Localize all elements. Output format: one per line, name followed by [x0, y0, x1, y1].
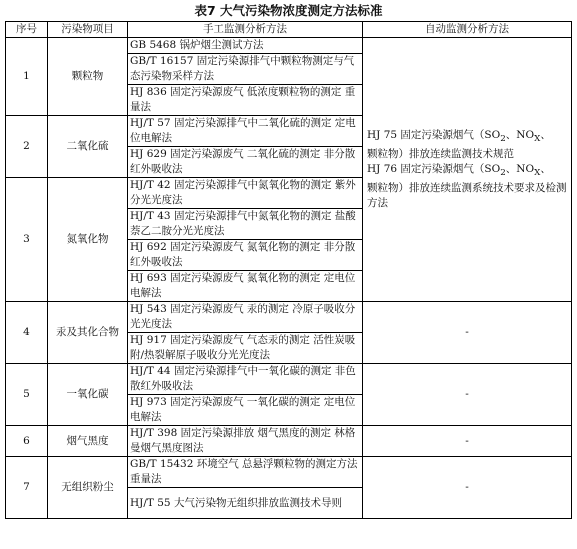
manual-method: HJ/T 42 固定污染源排气中氮氧化物的测定 紫外分光光度法 [128, 178, 363, 209]
table-row [6, 38, 572, 54]
manual-method: HJ/T 55 大气污染物无组织排放监测技术导则 [128, 488, 363, 519]
manual-method: HJ 836 固定污染源废气 低浓度颗粒物的测定 重量法 [128, 85, 363, 116]
auto-method: - [363, 364, 572, 426]
auto-line-3: HJ 76 固定污染源烟气（$SO_2$、$NO_X$、 [367, 163, 551, 179]
table-row [6, 364, 572, 395]
pollutant-item: 颗粒物 [48, 38, 128, 116]
methods-table [5, 21, 572, 519]
row-number: 7 [6, 457, 48, 519]
auto-line-4: 颗粒物）排放连续监测系统技术要求及检测方法 [367, 182, 567, 210]
header-item: 污染物项目 [48, 22, 128, 38]
manual-method: GB/T 15432 环境空气 总悬浮颗粒物的测定方法 重量法 [128, 457, 363, 488]
row-number: 1 [6, 38, 48, 116]
manual-method: HJ 692 固定污染源废气 氮氧化物的测定 非分散红外吸收法 [128, 240, 363, 271]
manual-method: HJ/T 44 固定污染源排气中一氧化碳的测定 非色散红外吸收法 [128, 364, 363, 395]
manual-method: HJ 693 固定污染源废气 氮氧化物的测定 定电位电解法 [128, 271, 363, 302]
manual-method: HJ 543 固定污染源废气 汞的测定 冷原子吸收分光光度法 [128, 302, 363, 333]
pollutant-item: 无组织粉尘 [48, 457, 128, 519]
pollutant-item: 二氧化硫 [48, 116, 128, 178]
pollutant-item: 一氧化碳 [48, 364, 128, 426]
table-row [6, 457, 572, 488]
manual-method: HJ/T 398 固定污染源排放 烟气黑度的测定 林格曼烟气黑度图法 [128, 426, 363, 457]
header-no: 序号 [6, 22, 48, 38]
table-row [6, 426, 572, 457]
manual-method: HJ/T 57 固定污染源排气中二氧化硫的测定 定电位电解法 [128, 116, 363, 147]
row-number: 5 [6, 364, 48, 426]
pollutant-item: 汞及其化合物 [48, 302, 128, 364]
manual-method: HJ 629 固定污染源废气 二氧化硫的测定 非分散红外吸收法 [128, 147, 363, 178]
table-title: 表7 大气污染物浓度测定方法标准 [194, 3, 383, 18]
pollutant-item: 烟气黑度 [48, 426, 128, 457]
pollutant-item: 氮氧化物 [48, 178, 128, 302]
row-number: 6 [6, 426, 48, 457]
header-auto: 自动监测分析方法 [363, 22, 572, 38]
row-number: 2 [6, 116, 48, 178]
table-row [6, 302, 572, 333]
auto-method: - [363, 457, 572, 519]
header-row [6, 22, 572, 38]
auto-method-shared [363, 38, 572, 302]
row-number: 4 [6, 302, 48, 364]
manual-method: GB 5468 锅炉烟尘测试方法 [128, 38, 363, 54]
manual-method: GB/T 16157 固定污染源排气中颗粒物测定与气态污染物采样方法 [128, 54, 363, 85]
manual-method: HJ/T 43 固定污染源排气中氮氧化物的测定 盐酸萘乙二胺分光光度法 [128, 209, 363, 240]
row-number: 3 [6, 178, 48, 302]
auto-method: - [363, 302, 572, 364]
manual-method: HJ 973 固定污染源废气 一氧化碳的测定 定电位电解法 [128, 395, 363, 426]
auto-line-1: HJ 75 固定污染源烟气（$SO_2$、$NO_X$、 [367, 128, 551, 144]
auto-method: - [363, 426, 572, 457]
header-manual: 手工监测分析方法 [128, 22, 363, 38]
manual-method: HJ 917 固定污染源废气 气态汞的测定 活性炭吸附/热裂解原子吸收分光光度法 [128, 333, 363, 364]
auto-line-2: 颗粒物）排放连续监测技术规范 [367, 148, 514, 160]
